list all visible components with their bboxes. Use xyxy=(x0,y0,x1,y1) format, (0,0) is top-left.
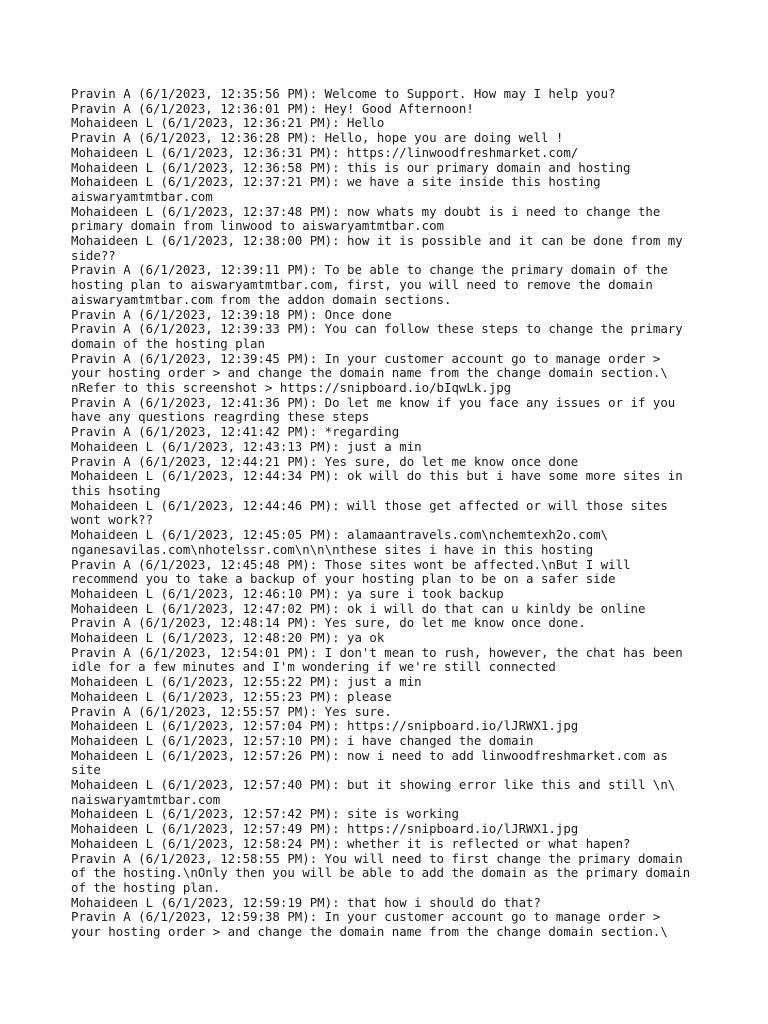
chat-transcript xyxy=(71,87,711,940)
transcript-line: Mohaideen L (6/1/2023, 12:57:40 PM): but it showing error like this and still \n\ xyxy=(71,777,676,793)
transcript-line: Mohaideen L (6/1/2023, 12:37:48 PM): now whats my doubt is i need to change the xyxy=(71,203,661,219)
transcript-line: Pravin A (6/1/2023, 12:39:33 PM): You can follow these steps to change the primary xyxy=(71,321,683,337)
transcript-line: side?? xyxy=(71,247,116,263)
transcript-line: Mohaideen L (6/1/2023, 12:58:24 PM): whether it is reflected or what hapen? xyxy=(71,835,631,851)
transcript-line: aiswaryamtmtbar.com from the addon domain sections. xyxy=(71,291,452,307)
transcript-line: Mohaideen L (6/1/2023, 12:45:05 PM): alamaantravels.com\nchemtexh2o.com\ xyxy=(71,527,609,543)
transcript-line: Pravin A (6/1/2023, 12:36:28 PM): Hello, hope you are doing well ! xyxy=(71,130,564,146)
transcript-line: this hsoting xyxy=(71,482,161,498)
transcript-line: Mohaideen L (6/1/2023, 12:36:21 PM): Hello xyxy=(71,115,385,131)
transcript-line: Mohaideen L (6/1/2023, 12:38:00 PM): how it is possible and it can be done from my xyxy=(71,233,683,249)
transcript-line: Pravin A (6/1/2023, 12:39:45 PM): In your customer account go to manage order > xyxy=(71,350,661,366)
transcript-line: Mohaideen L (6/1/2023, 12:36:31 PM): https://linwoodfreshmarket.com/ xyxy=(71,144,579,160)
transcript-line: Pravin A (6/1/2023, 12:55:57 PM): Yes sure. xyxy=(71,703,392,719)
transcript-line: idle for a few minutes and I'm wondering if we're still connected xyxy=(71,659,556,675)
transcript-line: Mohaideen L (6/1/2023, 12:43:13 PM): just a min xyxy=(71,438,422,454)
transcript-line: Pravin A (6/1/2023, 12:39:11 PM): To be able to change the primary domain of the xyxy=(71,262,668,278)
transcript-line: Mohaideen L (6/1/2023, 12:57:26 PM): now i need to add linwoodfreshmarket.com as xyxy=(71,747,668,763)
transcript-line: Pravin A (6/1/2023, 12:39:18 PM): Once done xyxy=(71,306,392,322)
transcript-line: Mohaideen L (6/1/2023, 12:44:34 PM): ok will do this but i have some more sites in xyxy=(71,468,683,484)
transcript-line: Mohaideen L (6/1/2023, 12:57:04 PM): https://snipboard.io/lJRWX1.jpg xyxy=(71,718,579,734)
transcript-line: Mohaideen L (6/1/2023, 12:57:10 PM): i have changed the domain xyxy=(71,732,534,748)
transcript-line: Mohaideen L (6/1/2023, 12:59:19 PM): that how i should do that? xyxy=(71,894,541,910)
transcript-line: of the hosting.\nOnly then you will be able to add the domain as the primary domain xyxy=(71,865,691,881)
transcript-line: Mohaideen L (6/1/2023, 12:37:21 PM): we have a site inside this hosting xyxy=(71,174,601,190)
transcript-line: aiswaryamtmtbar.com xyxy=(71,188,213,204)
transcript-line: nRefer to this screenshot > https://snipboard.io/bIqwLk.jpg xyxy=(71,380,512,396)
transcript-line: Pravin A (6/1/2023, 12:41:42 PM): *regarding xyxy=(71,424,400,440)
transcript-line: Pravin A (6/1/2023, 12:58:55 PM): You will need to first change the primary domain xyxy=(71,850,683,866)
transcript-line: wont work?? xyxy=(71,512,154,528)
transcript-line: have any questions reagrding these steps xyxy=(71,409,370,425)
transcript-line: Mohaideen L (6/1/2023, 12:57:42 PM): site is working xyxy=(71,806,459,822)
transcript-line: naiswaryamtmtbar.com xyxy=(71,791,221,807)
transcript-line: Mohaideen L (6/1/2023, 12:47:02 PM): ok i will do that can u kinldy be online xyxy=(71,600,646,616)
transcript-line: Pravin A (6/1/2023, 12:54:01 PM): I don't mean to rush, however, the chat has been xyxy=(71,644,683,660)
transcript-line: Pravin A (6/1/2023, 12:59:38 PM): In your customer account go to manage order > xyxy=(71,909,661,925)
transcript-line: primary domain from linwood to aiswaryamtmtbar.com xyxy=(71,218,444,234)
transcript-line: Mohaideen L (6/1/2023, 12:55:22 PM): just a min xyxy=(71,674,422,690)
transcript-line: Pravin A (6/1/2023, 12:35:56 PM): Welcome to Support. How may I help you? xyxy=(71,86,616,101)
transcript-line: Pravin A (6/1/2023, 12:45:48 PM): Those sites wont be affected.\nBut I will xyxy=(71,556,631,572)
transcript-line: Pravin A (6/1/2023, 12:36:01 PM): Hey! Good Afternoon! xyxy=(71,100,474,116)
transcript-line: your hosting order > and change the domain name from the change domain section.\ xyxy=(71,365,668,381)
transcript-line: Pravin A (6/1/2023, 12:41:36 PM): Do let me know if you face any issues or if you xyxy=(71,394,676,410)
transcript-line: site xyxy=(71,762,101,778)
transcript-line: Mohaideen L (6/1/2023, 12:55:23 PM): please xyxy=(71,688,392,704)
transcript-line: your hosting order > and change the domain name from the change domain section.\ xyxy=(71,924,668,940)
transcript-line: Pravin A (6/1/2023, 12:48:14 PM): Yes sure, do let me know once done. xyxy=(71,615,586,631)
transcript-line: Mohaideen L (6/1/2023, 12:46:10 PM): ya sure i took backup xyxy=(71,585,504,601)
transcript-line: Pravin A (6/1/2023, 12:44:21 PM): Yes sure, do let me know once done xyxy=(71,453,579,469)
transcript-line: recommend you to take a backup of your hosting plan to be on a safer side xyxy=(71,571,616,587)
transcript-line: nganesavilas.com\nhotelssr.com\n\n\nthese sites i have in this hosting xyxy=(71,541,594,557)
transcript-line: Mohaideen L (6/1/2023, 12:36:58 PM): this is our primary domain and hosting xyxy=(71,159,631,175)
transcript-line: of the hosting plan. xyxy=(71,879,221,895)
transcript-line: Mohaideen L (6/1/2023, 12:44:46 PM): will those get affected or will those sites xyxy=(71,497,668,513)
transcript-line: Mohaideen L (6/1/2023, 12:57:49 PM): https://snipboard.io/lJRWX1.jpg xyxy=(71,821,579,837)
transcript-line: Mohaideen L (6/1/2023, 12:48:20 PM): ya ok xyxy=(71,630,385,646)
transcript-line: domain of the hosting plan xyxy=(71,335,265,351)
transcript-line: hosting plan to aiswaryamtmtbar.com, first, you will need to remove the domain xyxy=(71,277,653,293)
